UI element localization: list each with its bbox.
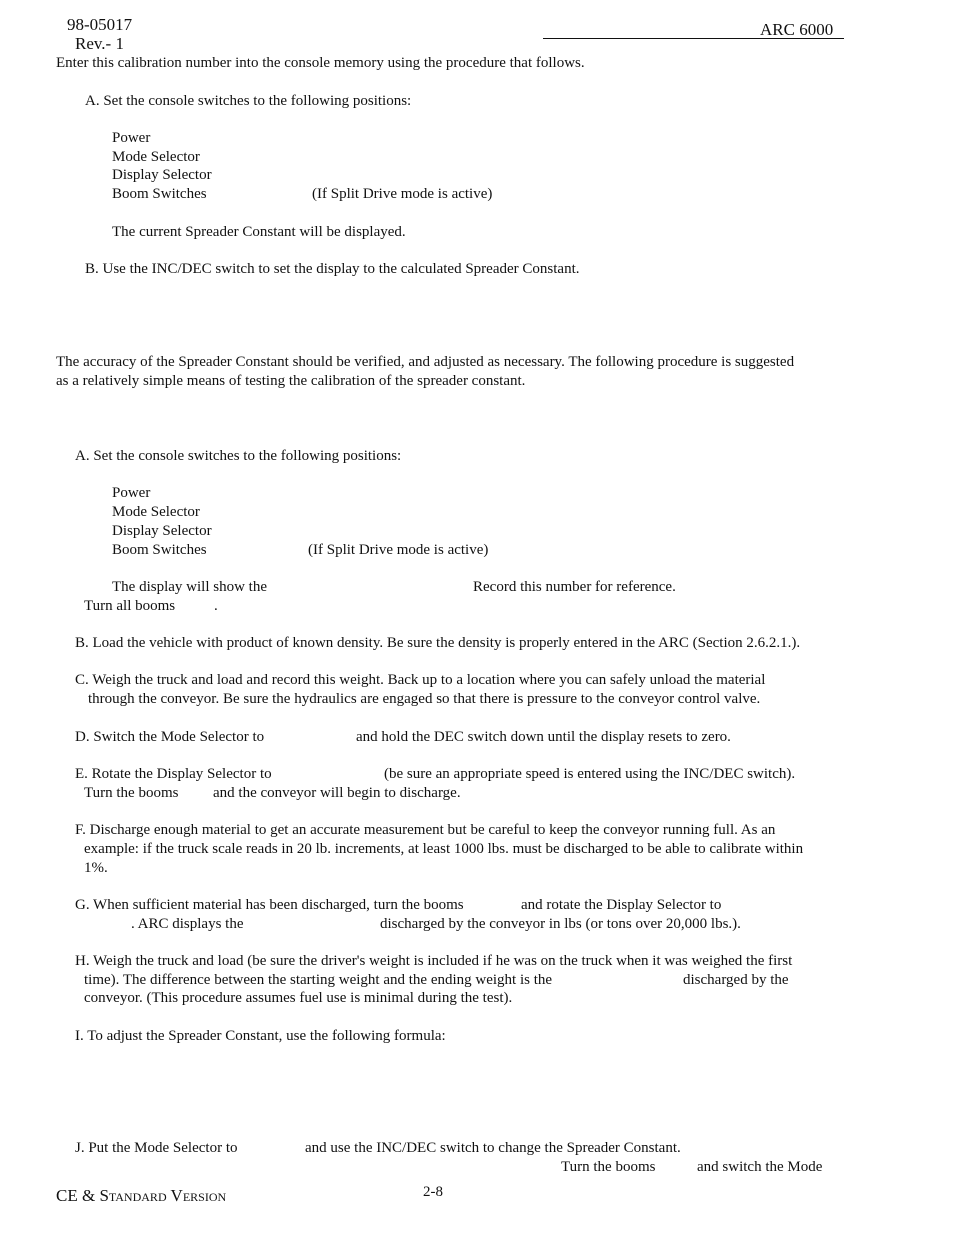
entry-boom-note: (If Split Drive mode is active) bbox=[312, 186, 493, 202]
test-step-f-line3: 1%. bbox=[84, 860, 108, 876]
verify-paragraph-line2: as a relatively simple means of testing the calibration of the spreader constant. bbox=[56, 373, 526, 389]
test-switch-boom: Boom Switches bbox=[112, 542, 207, 558]
test-display-show: The display will show the bbox=[112, 579, 267, 595]
test-switch-mode: Mode Selector bbox=[112, 504, 200, 520]
test-step-j-end: and use the INC/DEC switch to change the Spreader Constant. bbox=[305, 1140, 681, 1156]
test-step-g-line2-start: . ARC displays the bbox=[131, 916, 244, 932]
test-step-d-start: D. Switch the Mode Selector to bbox=[75, 729, 265, 745]
test-step-b: B. Load the vehicle with product of known density. Be sure the density is properly entered in the ARC (Section 2.6.2.1.). bbox=[75, 635, 801, 651]
header-rule bbox=[543, 38, 844, 39]
entry-step-a: A. Set the console switches to the following positions: bbox=[85, 93, 412, 109]
test-turn-all-booms: Turn all booms bbox=[84, 598, 176, 614]
test-step-e-line2-start: Turn the booms bbox=[84, 785, 179, 801]
entry-switch-display: Display Selector bbox=[112, 167, 212, 183]
test-turn-all-period: . bbox=[214, 598, 218, 614]
test-step-h-line1: H. Weigh the truck and load (be sure the driver's weight is included if he was on the truck when it was weighed the first bbox=[75, 953, 793, 969]
test-step-h-line2-start: time). The difference between the starting weight and the ending weight is the bbox=[84, 972, 553, 988]
test-step-j-start: J. Put the Mode Selector to bbox=[75, 1140, 238, 1156]
page-number: 2-8 bbox=[423, 1184, 443, 1200]
test-boom-note: (If Split Drive mode is active) bbox=[308, 542, 489, 558]
test-step-g-end: and rotate the Display Selector to bbox=[521, 897, 722, 913]
verify-paragraph-line1: The accuracy of the Spreader Constant should be verified, and adjusted as necessary. The following procedure is suggested bbox=[56, 354, 795, 370]
test-step-f-line1: F. Discharge enough material to get an accurate measurement but be careful to keep the conveyor running full. As an bbox=[75, 822, 776, 838]
test-step-g-line2-end: discharged by the conveyor in lbs (or tons over 20,000 lbs.). bbox=[380, 916, 741, 932]
entry-current-constant: The current Spreader Constant will be displayed. bbox=[112, 224, 406, 240]
test-step-g-start: G. When sufficient material has been discharged, turn the booms bbox=[75, 897, 464, 913]
test-step-j-line2-end: and switch the Mode bbox=[697, 1159, 823, 1175]
test-record-number: Record this number for reference. bbox=[473, 579, 676, 595]
test-step-a: A. Set the console switches to the following positions: bbox=[75, 448, 402, 464]
test-switch-power: Power bbox=[112, 485, 151, 501]
revision-label: Rev.- 1 bbox=[75, 34, 124, 53]
test-step-f-line2: example: if the truck scale reads in 20 lb. increments, at least 1000 lbs. must be discharged to be able to calibrate within bbox=[84, 841, 804, 857]
test-step-c-line2: through the conveyor. Be sure the hydraulics are engaged so that there is pressure to the conveyor control valve. bbox=[88, 691, 761, 707]
product-title: ARC 6000 bbox=[760, 20, 834, 39]
test-step-d-end: and hold the DEC switch down until the display resets to zero. bbox=[356, 729, 731, 745]
test-step-i: I. To adjust the Spreader Constant, use the following formula: bbox=[75, 1028, 446, 1044]
test-step-e-start: E. Rotate the Display Selector to bbox=[75, 766, 272, 782]
test-switch-display: Display Selector bbox=[112, 523, 212, 539]
test-step-e-end: (be sure an appropriate speed is entered using the INC/DEC switch). bbox=[384, 766, 796, 782]
entry-switch-mode: Mode Selector bbox=[112, 149, 200, 165]
entry-step-b: B. Use the INC/DEC switch to set the display to the calculated Spreader Constant. bbox=[85, 261, 580, 277]
entry-switch-boom: Boom Switches bbox=[112, 186, 207, 202]
intro-line: Enter this calibration number into the console memory using the procedure that follows. bbox=[56, 55, 585, 71]
test-step-e-line2-end: and the conveyor will begin to discharge. bbox=[213, 785, 461, 801]
test-step-h-line2-end: discharged by the bbox=[683, 972, 789, 988]
test-step-h-line3: conveyor. (This procedure assumes fuel use is minimal during the test). bbox=[84, 990, 513, 1006]
test-step-j-line2-start: Turn the booms bbox=[561, 1159, 656, 1175]
document-number: 98-05017 bbox=[67, 15, 133, 34]
test-step-c-line1: C. Weigh the truck and load and record this weight. Back up to a location where you can safely unload the material bbox=[75, 672, 766, 688]
entry-switch-power: Power bbox=[112, 130, 151, 146]
footer-version: CE & Standard Version bbox=[56, 1186, 227, 1205]
